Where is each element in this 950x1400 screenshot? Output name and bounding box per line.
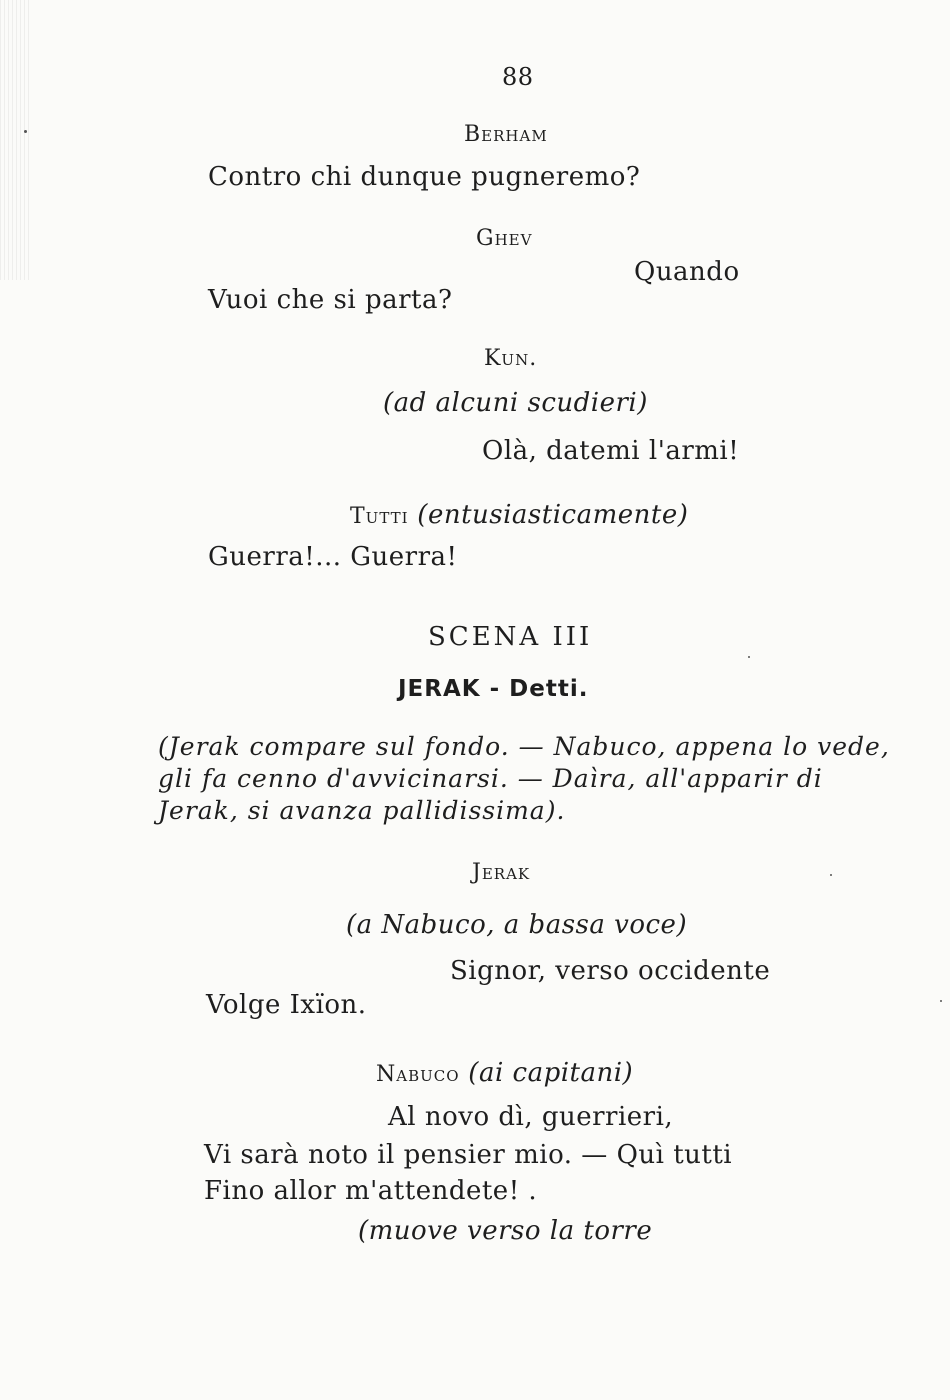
- print-speck: [940, 1000, 942, 1002]
- ghev-line-a: Quando: [634, 257, 740, 287]
- ghev-line-b: Vuoi che si parta?: [208, 285, 453, 315]
- nabuco-final-direction: (muove verso la torre: [358, 1216, 653, 1246]
- berham-line: Contro chi dunque pugneremo?: [208, 162, 641, 192]
- jerak-line-a: Signor, verso occidente: [450, 956, 771, 986]
- speaker-jerak: Jerak: [472, 860, 531, 885]
- nabuco-line-a: Al novo dì, guerrieri,: [388, 1102, 674, 1132]
- nabuco-direction: (ai capitani): [468, 1058, 634, 1088]
- speaker-tutti: Tutti: [350, 504, 409, 529]
- page-number: 88: [502, 63, 534, 91]
- speaker-ghev: Ghev: [476, 226, 533, 251]
- kun-line: Olà, datemi l'armi!: [482, 436, 740, 466]
- tutti-direction: (entusiasticamente): [417, 500, 689, 530]
- tutti-heading: [350, 500, 688, 532]
- stage-direction-line-2: gli fa cenno d'avvicinarsi. — Daìra, all'apparir di: [158, 764, 823, 793]
- nabuco-line-b: Vi sarà noto il pensier mio. — Quì tutti: [204, 1140, 733, 1170]
- jerak-direction: (a Nabuco, a bassa voce): [346, 910, 688, 940]
- speaker-berham: Berham: [464, 122, 548, 147]
- nabuco-line-c: Fino allor m'attendete! .: [204, 1176, 538, 1206]
- jerak-line-b: Volge Ixïon.: [206, 990, 367, 1020]
- print-speck: [748, 656, 750, 658]
- nabuco-heading: [376, 1058, 633, 1090]
- scene-cast: JERAK - Detti.: [398, 676, 589, 702]
- stage-direction-line-1: (Jerak compare sul fondo. — Nabuco, appena lo vede,: [158, 732, 890, 761]
- scene-title: SCENA III: [428, 622, 593, 652]
- speaker-nabuco: Nabuco: [376, 1062, 460, 1087]
- print-speck: [24, 130, 27, 133]
- kun-direction: (ad alcuni scudieri): [383, 388, 648, 418]
- stage-direction-line-3: Jerak, si avanza pallidissima).: [158, 796, 566, 825]
- page-edge-shadow: [0, 0, 30, 280]
- print-speck: [830, 874, 832, 876]
- speaker-kun: Kun.: [484, 346, 538, 371]
- tutti-line: Guerra!... Guerra!: [208, 542, 458, 572]
